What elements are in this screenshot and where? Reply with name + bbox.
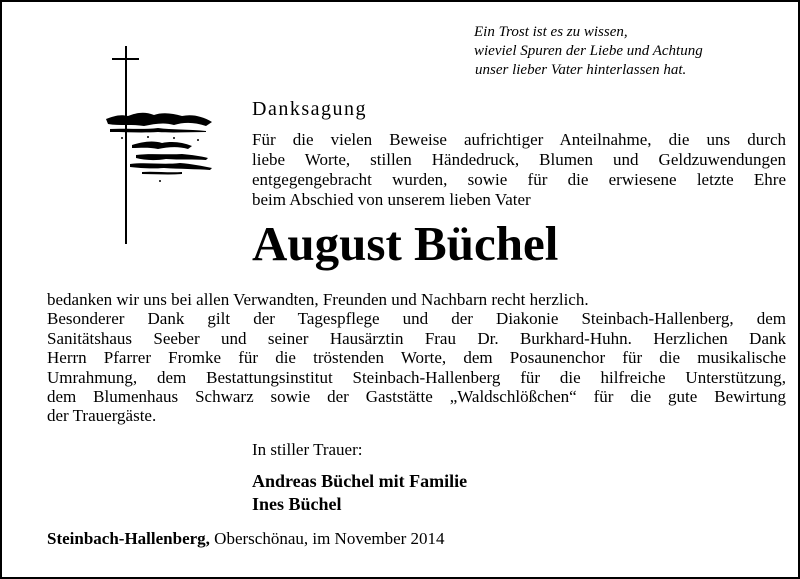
mourning-label: In stiller Trauer: — [252, 440, 363, 459]
intro-line: Für die vielen Beweise aufrichtiger Anteilnahme, die uns durch — [252, 130, 786, 149]
motto-line: Ein Trost ist es zu wissen, — [474, 24, 628, 40]
motto-quote — [474, 23, 784, 80]
intro-line: liebe Worte, stillen Händedruck, Blumen und Geldzuwendungen — [252, 150, 786, 169]
body-line: Umrahmung, dem Bestattungsinstitut Steinbach-Hallenberg für die hilfreiche Unterstützung, — [47, 367, 786, 387]
thanks-paragraph — [47, 290, 786, 426]
deceased-name: August Büchel — [252, 216, 559, 271]
intro-line: beim Abschied von unserem lieben Vater — [252, 190, 531, 209]
body-line: bedanken wir uns bei allen Verwandten, Freunden und Nachbarn recht herzlich. — [47, 290, 589, 309]
intro-line: entgegengebracht wurden, sowie für die erwiesene letzte Ehre — [252, 170, 786, 189]
cross-landscape-icon — [102, 42, 218, 246]
motto-line: unser lieber Vater hinterlassen hat. — [475, 62, 687, 78]
body-line: dem Blumenhaus Schwarz sowie der Gaststätte „Waldschlößchen“ für die gute Bewirtung — [47, 387, 786, 407]
intro-paragraph — [252, 130, 786, 210]
motto-line: wieviel Spuren der Liebe und Achtung — [474, 43, 703, 59]
family-member: Ines Büchel — [252, 494, 342, 514]
heading-danksagung: Danksagung — [252, 98, 367, 120]
body-line: Sanitätshaus Seeber und seiner Hausärztin Frau Dr. Burkhard-Huhn. Herzlichen Dank — [47, 328, 786, 348]
body-line: der Trauergäste. — [47, 406, 157, 426]
body-line: Besonderer Dank gilt der Tagespflege und der Diakonie Steinbach-Hallenberg, dem — [47, 309, 786, 329]
family-signature — [252, 470, 467, 516]
body-line: Herrn Pfarrer Fromke für die tröstenden Worte, dem Posaunenchor für die musikalische — [47, 348, 786, 368]
family-member: Andreas Büchel mit Familie — [252, 471, 468, 491]
place-date-line — [47, 529, 445, 549]
place-name: Steinbach-Hallenberg, — [47, 529, 210, 548]
place-date: Oberschönau, im November 2014 — [214, 529, 445, 548]
